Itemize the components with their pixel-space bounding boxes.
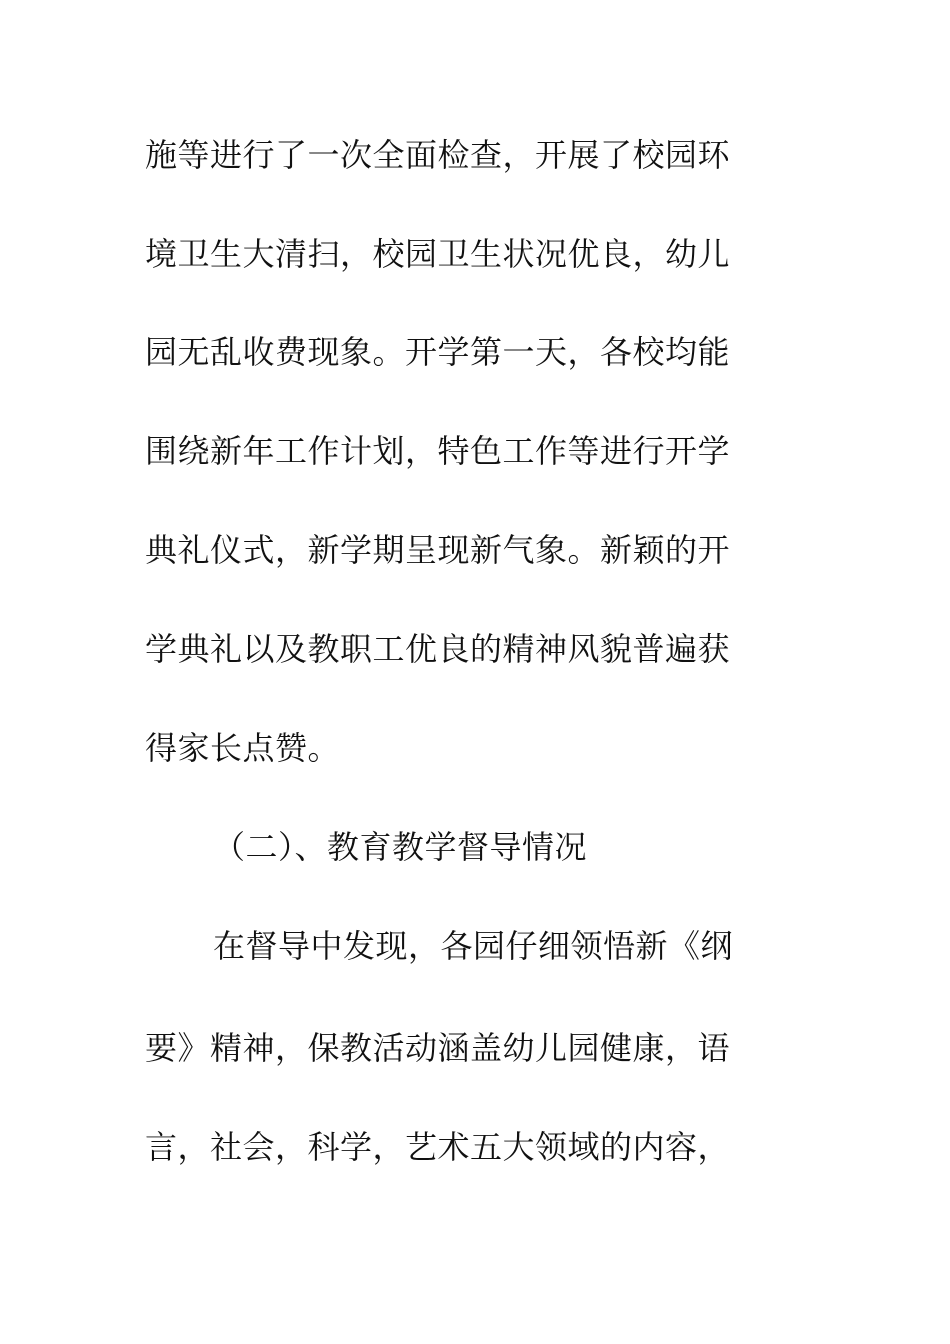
paragraph-line-4: 围绕新年工作计划，特色工作等进行开学: [145, 432, 731, 470]
section-heading: （二）、教育教学督导情况: [213, 828, 588, 866]
paragraph-line-3: 园无乱收费现象。开学第一天，各校均能: [145, 333, 731, 371]
paragraph-line-6: 学典礼以及教职工优良的精神风貌普遍获: [145, 630, 731, 668]
paragraph-line-1: 施等进行了一次全面检查，开展了校园环: [145, 136, 731, 174]
paragraph-line-2: 境卫生大清扫，校园卫生状况优良，幼儿: [145, 235, 731, 273]
paragraph-line-5: 典礼仪式，新学期呈现新气象。新颖的开: [145, 531, 731, 569]
paragraph-line-7: 得家长点赞。: [145, 729, 341, 767]
paragraph-line-10: 言，社会，科学，艺术五大领域的内容，: [145, 1128, 731, 1166]
paragraph-line-8: 在督导中发现，各园仔细领悟新《纲: [213, 927, 734, 965]
paragraph-line-9: 要》精神，保教活动涵盖幼儿园健康，语: [145, 1029, 731, 1067]
